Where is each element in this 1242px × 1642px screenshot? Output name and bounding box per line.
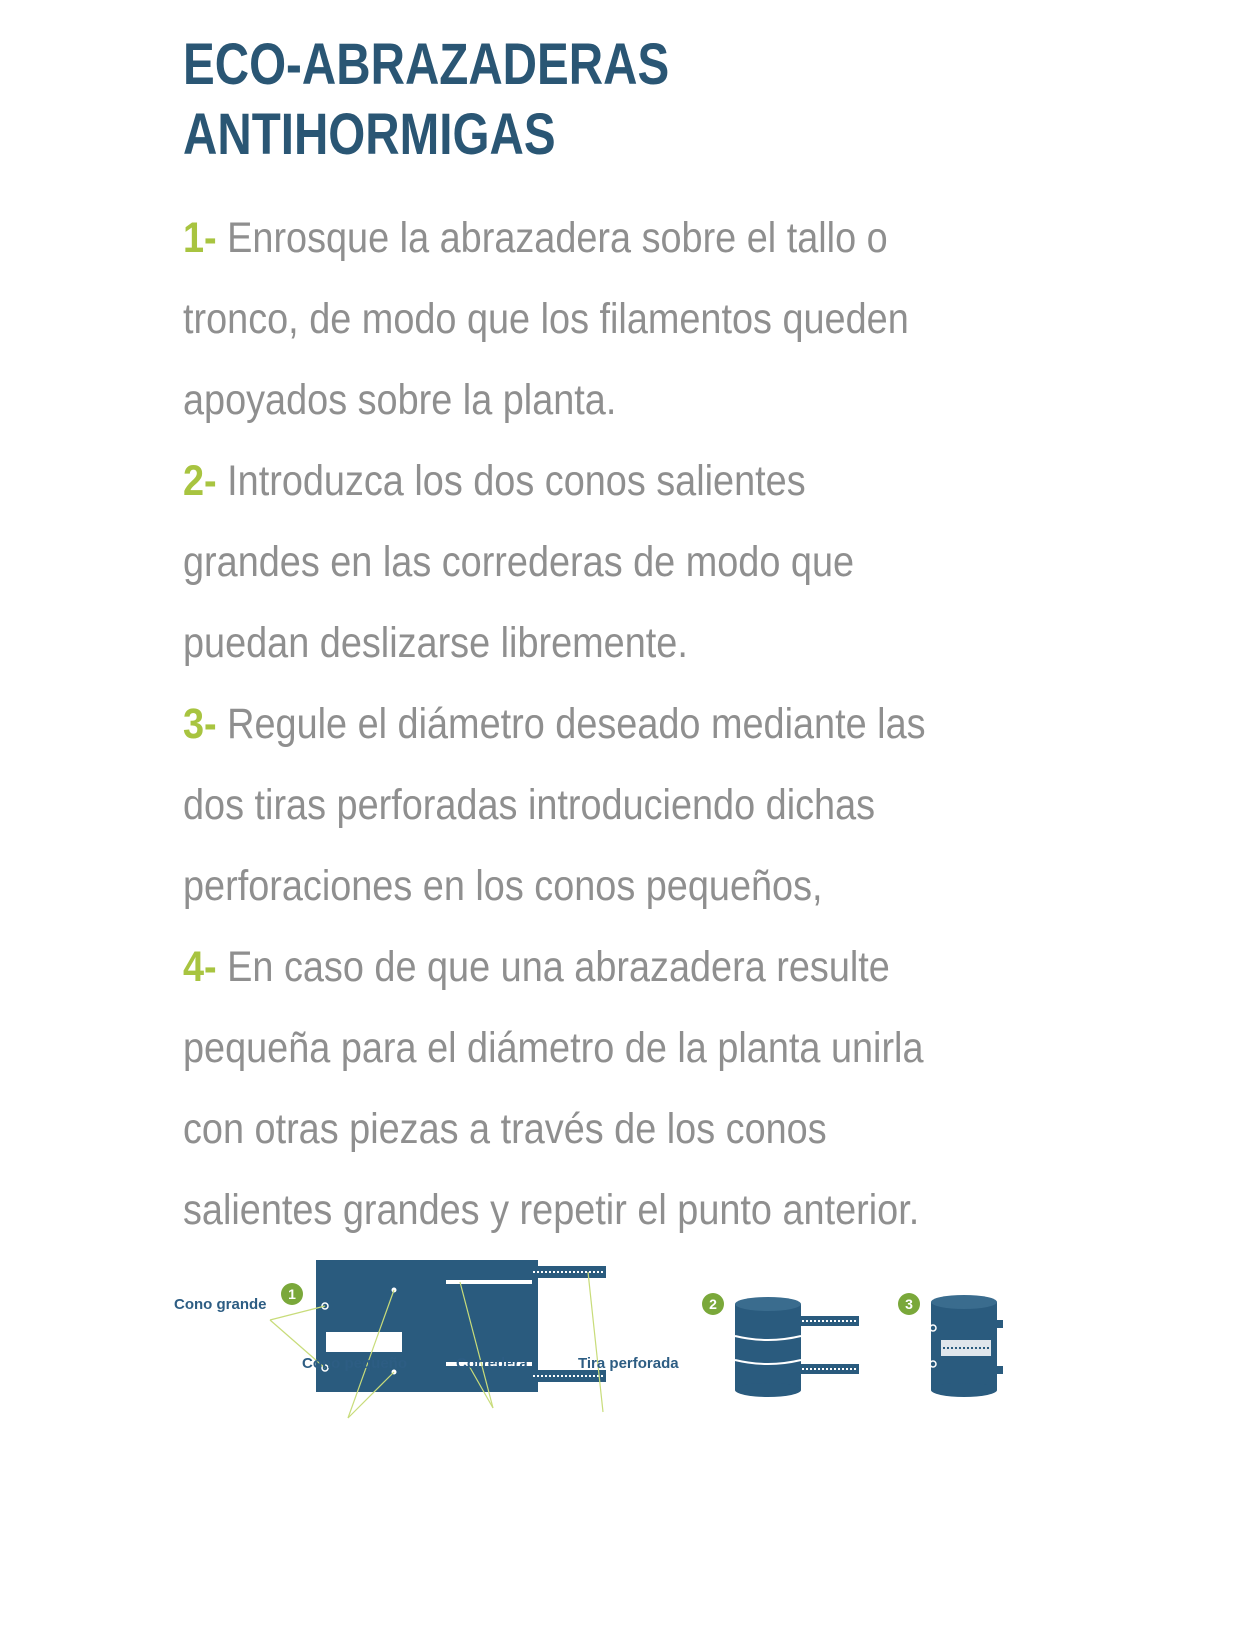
label-cono-grande: Cono grande	[174, 1296, 267, 1313]
label-corredera: Corredera	[456, 1355, 528, 1372]
step-number: 3-	[183, 700, 217, 748]
title-line-1: ECO-ABRAZADERAS	[183, 32, 670, 97]
tab-bottom	[991, 1366, 1003, 1374]
step-line	[183, 684, 1063, 765]
step-line: apoyados sobre la planta.	[183, 376, 617, 424]
step-line: tronco, de modo que los filamentos queden	[183, 295, 909, 343]
instructions-list	[183, 198, 1063, 1251]
step-text: En caso de que una abrazadera resulte	[227, 943, 890, 991]
badge-number: 3	[905, 1296, 913, 1312]
assembly-figures-2-3	[695, 1288, 1015, 1408]
label-tira-perforada: Tira perforada	[578, 1355, 679, 1372]
step-line: salientes grandes y repetir el punto anterior.	[183, 1186, 920, 1234]
step-text: Introduzca los dos conos salientes	[227, 457, 806, 505]
cylinder-top	[931, 1295, 997, 1309]
step-line	[183, 927, 1063, 1008]
step-line: dos tiras perforadas introduciendo dichas	[183, 781, 876, 829]
step-text: Regule el diámetro deseado mediante las	[227, 700, 926, 748]
step-line	[183, 441, 1063, 522]
step-number: 1-	[183, 214, 217, 262]
large-cone-slot	[326, 1332, 402, 1352]
step-number: 4-	[183, 943, 217, 991]
step-3	[183, 684, 1063, 927]
rolled-cylinder	[735, 1304, 801, 1390]
step-number: 2-	[183, 457, 217, 505]
step-line: pequeña para el diámetro de la planta unirla	[183, 1024, 924, 1072]
page-title	[183, 30, 669, 170]
cylinder-bottom	[735, 1383, 801, 1397]
figure-1-flat-piece	[174, 1260, 679, 1418]
title-line-2: ANTIHORMIGAS	[183, 102, 556, 167]
step-line: grandes en las correderas de modo que	[183, 538, 855, 586]
cylinder-bottom	[931, 1383, 997, 1397]
step-line: puedan deslizarse libremente.	[183, 619, 688, 667]
step-text: Enrosque la abrazadera sobre el tallo o	[227, 214, 888, 262]
step-2	[183, 441, 1063, 684]
step-4	[183, 927, 1063, 1251]
badge-number: 2	[709, 1296, 717, 1312]
cylinder-top	[735, 1297, 801, 1311]
step-line: con otras piezas a través de los conos	[183, 1105, 827, 1153]
figure-3-closed-clamp	[898, 1293, 1003, 1397]
clamp-plate	[316, 1260, 538, 1392]
step-1	[183, 198, 1063, 441]
step-line	[183, 198, 1063, 279]
tab-top	[991, 1320, 1003, 1328]
slider-top	[446, 1280, 532, 1284]
label-cono-pequeno: Cono pequeño	[302, 1355, 407, 1372]
badge-number: 1	[288, 1286, 296, 1302]
step-line: perforaciones en los conos pequeños,	[183, 862, 823, 910]
figure-2-rolled-piece	[702, 1293, 859, 1397]
